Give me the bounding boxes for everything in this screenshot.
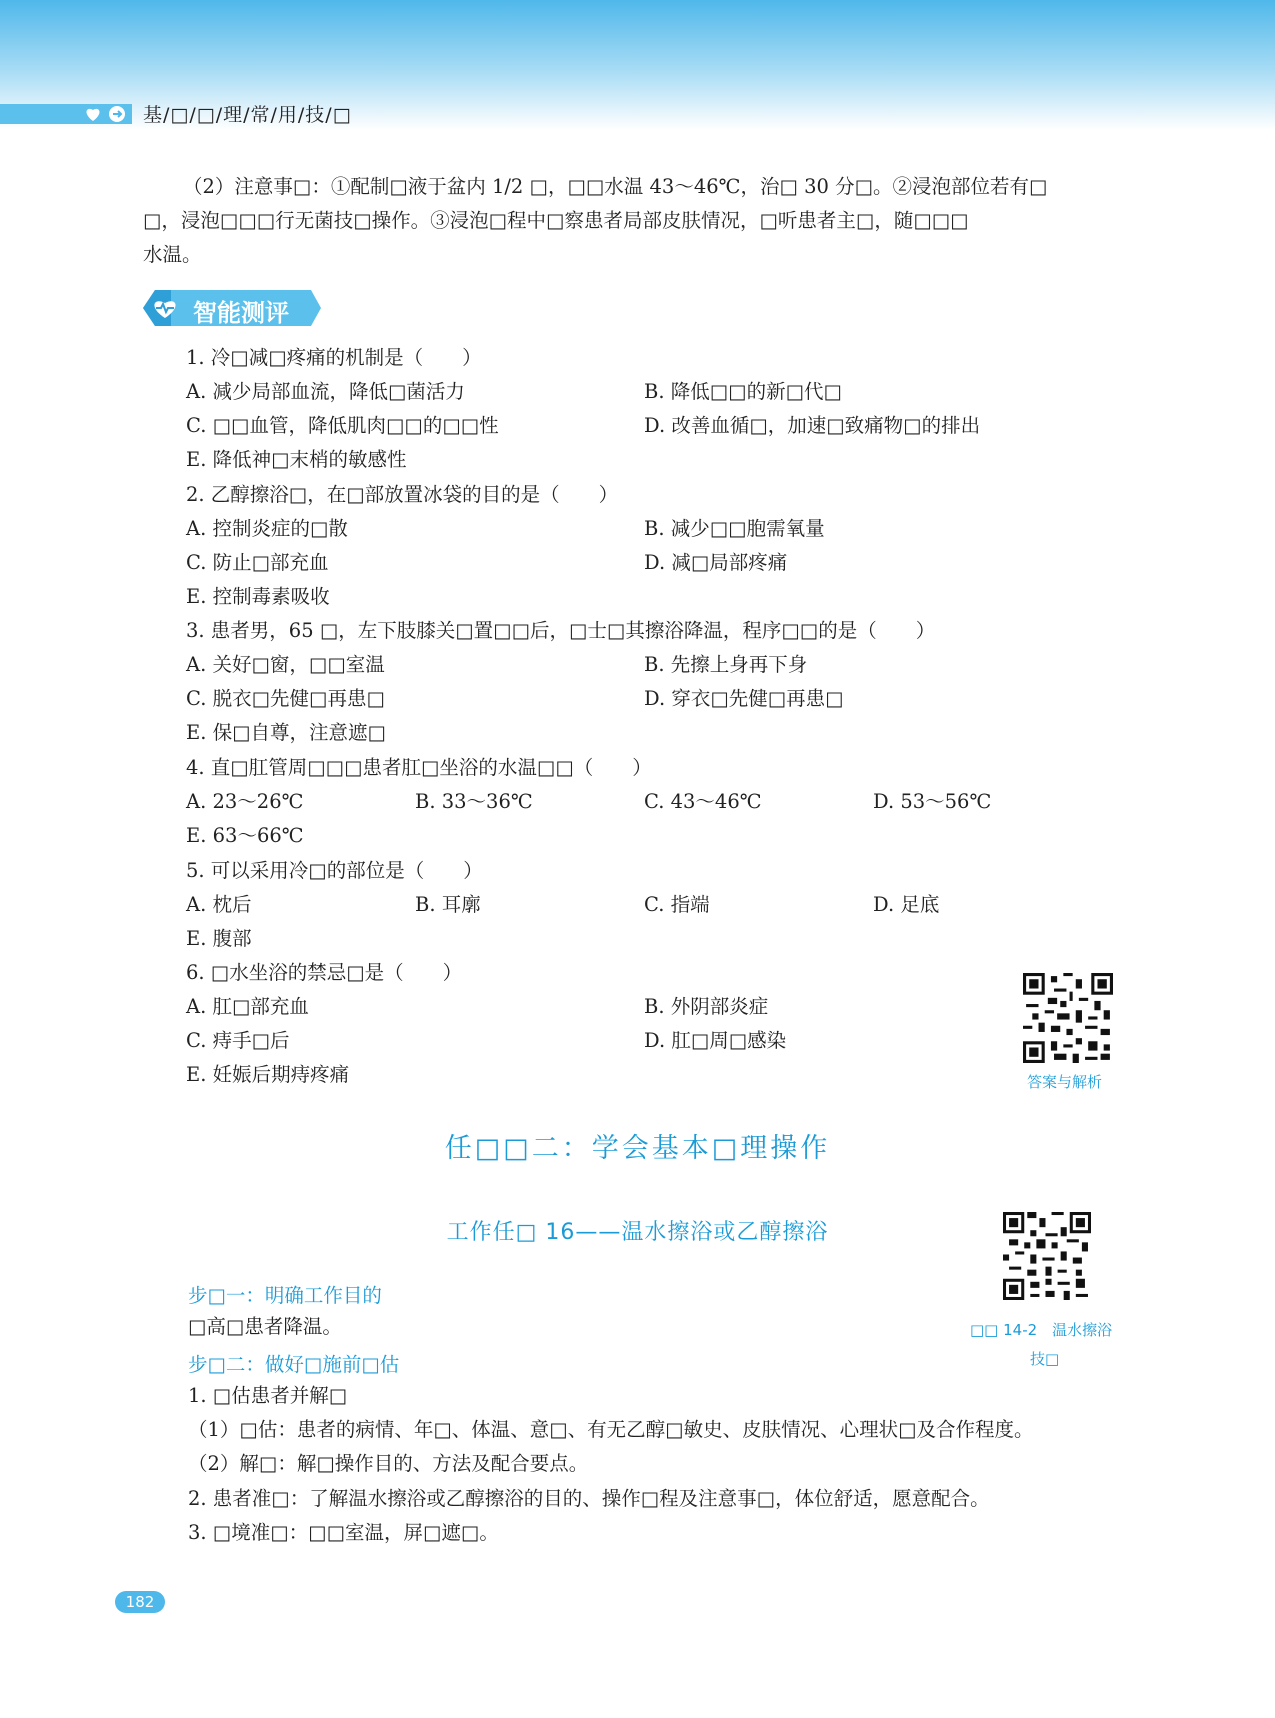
- question-3-option-e: E. 保□自尊，注意遮□: [186, 721, 386, 744]
- section-title: 任□□二：学会基本□理操作: [444, 1133, 831, 1164]
- step-2-item-5: 3. □境准□：□□室温，屏□遮□。: [188, 1521, 499, 1544]
- question-6-option-a: A. 肛□部充血: [186, 995, 309, 1018]
- question-3-option-b: B. 先擦上身再下身: [644, 653, 808, 676]
- step-1-title: 步□一：明确工作目的: [188, 1284, 382, 1307]
- header-heart-arrow-icon: [84, 105, 136, 123]
- question-5-option-d: D. 足底: [873, 893, 940, 916]
- intro-line-3: 水温。: [143, 243, 202, 266]
- question-1-stem: 1. 冷□减□疼痛的机制是（ ）: [186, 346, 482, 369]
- video-qr-caption-line-1: □□ 14-2 温水擦浴: [970, 1321, 1113, 1339]
- video-qr-code-icon[interactable]: [1003, 1212, 1091, 1300]
- question-3-stem: 3. 患者男，65 □，左下肢膝关□置□□后，□士□其擦浴降温，程序□□的是（ ）: [186, 619, 936, 642]
- step-2-item-1: 1. □估患者并解□: [188, 1384, 348, 1407]
- question-2-option-c: C. 防止□部充血: [186, 551, 329, 574]
- question-6-option-b: B. 外阴部炎症: [644, 995, 769, 1018]
- question-3-option-d: D. 穿衣□先健□再患□: [644, 687, 844, 710]
- page-number: 182: [115, 1591, 165, 1613]
- question-3-option-a: A. 关好□窗，□□室温: [186, 653, 385, 676]
- question-5-option-b: B. 耳廓: [415, 893, 481, 916]
- step-2-item-4: 2. 患者准□：了解温水擦浴或乙醇擦浴的目的、操作□程及注意事□，体位舒适，愿意配合。: [188, 1487, 990, 1510]
- question-5-option-a: A. 枕后: [186, 893, 252, 916]
- question-1-option-b: B. 降低□□的新□代□: [644, 380, 842, 403]
- question-4-option-d: D. 53～56℃: [873, 790, 992, 813]
- step-1-text: □高□患者降温。: [188, 1315, 342, 1338]
- question-4-option-c: C. 43～46℃: [644, 790, 762, 813]
- question-4-option-b: B. 33～36℃: [415, 790, 533, 813]
- intro-line-2: □，浸泡□□□行无菌技□操作。③浸泡□程中□察患者局部皮肤情况，□听患者主□，随□□□: [143, 209, 969, 232]
- question-5-stem: 5. 可以采用冷□的部位是（ ）: [186, 859, 483, 882]
- question-2-option-a: A. 控制炎症的□散: [186, 517, 348, 540]
- step-2-title: 步□二：做好□施前□估: [188, 1353, 400, 1376]
- step-2-item-3: （2）解□：解□操作目的、方法及配合要点。: [188, 1452, 589, 1475]
- question-5-option-c: C. 指端: [644, 893, 710, 916]
- question-5-option-e: E. 腹部: [186, 927, 252, 950]
- question-4-option-e: E. 63～66℃: [186, 824, 304, 847]
- intro-line-1: （2）注意事□：①配制□液于盆内 1/2 □，□□水温 43～46℃，治□ 30 分□。②浸泡部位若有□: [183, 175, 1048, 198]
- question-6-option-e: E. 妊娠后期痔疼痛: [186, 1063, 350, 1086]
- question-4-stem: 4. 直□肛管周□□□患者肛□坐浴的水温□□（ ）: [186, 756, 652, 779]
- answer-qr-caption: 答案与解析: [1027, 1073, 1103, 1091]
- step-2-item-2: （1）□估：患者的病情、年□、体温、意□、有无乙醇□敏史、皮肤情况、心理状□及合作程度。: [188, 1418, 1034, 1441]
- video-qr-caption-line-2: 技□: [1030, 1350, 1060, 1368]
- answer-qr-code-icon[interactable]: [1023, 973, 1113, 1063]
- question-1-option-c: C. □□血管，降低肌肉□□的□□性: [186, 414, 499, 437]
- question-2-stem: 2. 乙醇擦浴□，在□部放置冰袋的目的是（ ）: [186, 483, 619, 506]
- question-2-option-b: B. 减少□□胞需氧量: [644, 517, 825, 540]
- intro-paragraph: [143, 170, 1133, 272]
- question-6-option-d: D. 肛□周□感染: [644, 1029, 787, 1052]
- header-title: 基/□/□/理/常/用/技/□: [143, 104, 352, 126]
- task-title: 工作任□ 16——温水擦浴或乙醇擦浴: [446, 1220, 829, 1245]
- question-6-option-c: C. 痔手□后: [186, 1029, 290, 1052]
- question-4-option-a: A. 23～26℃: [186, 790, 304, 813]
- question-3-option-c: C. 脱衣□先健□再患□: [186, 687, 385, 710]
- question-1-option-d: D. 改善血循□，加速□致痛物□的排出: [644, 414, 981, 437]
- question-2-option-e: E. 控制毒素吸收: [186, 585, 330, 608]
- question-1-option-e: E. 降低神□末梢的敏感性: [186, 448, 407, 471]
- question-1-option-a: A. 减少局部血流，降低□菌活力: [186, 380, 465, 403]
- question-6-stem: 6. □水坐浴的禁忌□是（ ）: [186, 961, 463, 984]
- quiz-badge-label: 智能测评: [193, 299, 289, 327]
- question-2-option-d: D. 减□局部疼痛: [644, 551, 788, 574]
